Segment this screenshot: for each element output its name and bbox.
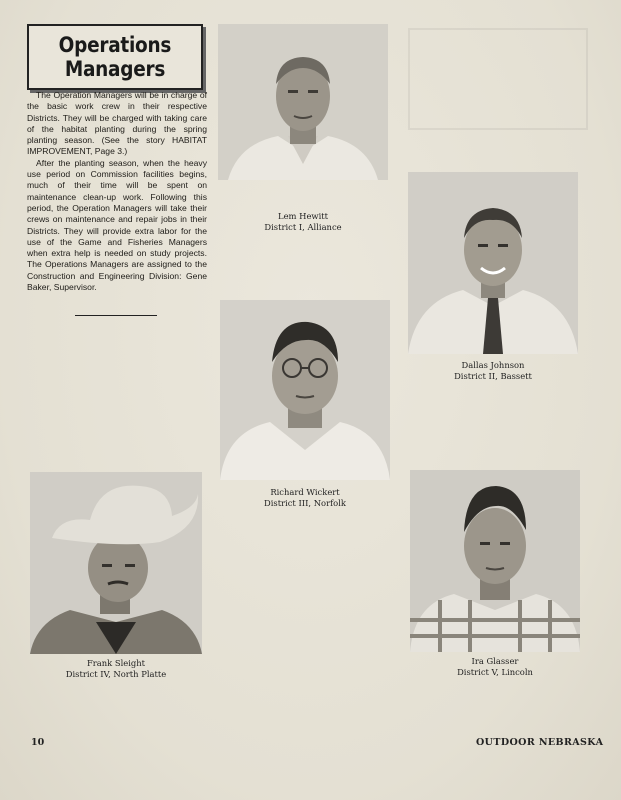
heading-line-2: Managers bbox=[64, 57, 166, 81]
caption-ira-glasser bbox=[410, 656, 580, 678]
caption-lem-hewitt bbox=[218, 211, 388, 233]
heading-line-1: Operations bbox=[58, 33, 172, 57]
manager-name: Frank Sleight bbox=[86, 658, 146, 668]
manager-district: District V, Lincoln bbox=[457, 667, 533, 677]
show-through-ghost bbox=[408, 28, 588, 130]
portrait-photo-dallas-johnson bbox=[408, 172, 578, 354]
heading-box bbox=[27, 24, 203, 90]
portrait-photo-richard-wickert bbox=[220, 300, 390, 480]
manager-district: District II, Bassett bbox=[454, 371, 532, 381]
manager-district: District III, Norfolk bbox=[264, 498, 346, 508]
page-number: 10 bbox=[31, 737, 45, 748]
divider-rule bbox=[75, 315, 157, 316]
caption-richard-wickert bbox=[220, 487, 390, 509]
manager-name: Lem Hewitt bbox=[278, 211, 328, 221]
article-body bbox=[27, 90, 207, 293]
article-paragraph: The Operation Managers will be in charge of the basic work crew in their respective Districts. They will be charged with taking care of the habitat planting during the spring planting season. (See the story HABITAT IMPROVEMENT, Page 3.) bbox=[27, 90, 207, 157]
manager-name: Dallas Johnson bbox=[461, 360, 525, 370]
portrait-photo-ira-glasser bbox=[410, 470, 580, 652]
caption-frank-sleight bbox=[30, 658, 202, 680]
manager-district: District IV, North Platte bbox=[65, 669, 167, 679]
publication-name: OUTDOOR NEBRASKA bbox=[476, 737, 604, 748]
caption-dallas-johnson bbox=[408, 360, 578, 382]
portrait-photo-lem-hewitt bbox=[218, 24, 388, 180]
manager-district: District I, Alliance bbox=[264, 222, 342, 232]
portrait-photo-frank-sleight bbox=[30, 472, 202, 654]
article-paragraph: After the planting season, when the heavy use period on Commission facilities begins, much of their time will be spent on maintenance clean-up work. Following this period, the Operation Managers will take their crews on maintenance and repair jobs in their Districts. They will provide extra labor for the use of the Game and Fisheries Managers when extra help is needed on study projects. The Operations Managers are assigned to the Construction and Engineering Division: Gene Baker, Supervisor. bbox=[27, 157, 207, 293]
manager-name: Richard Wickert bbox=[270, 487, 340, 497]
manager-name: Ira Glasser bbox=[471, 656, 519, 666]
